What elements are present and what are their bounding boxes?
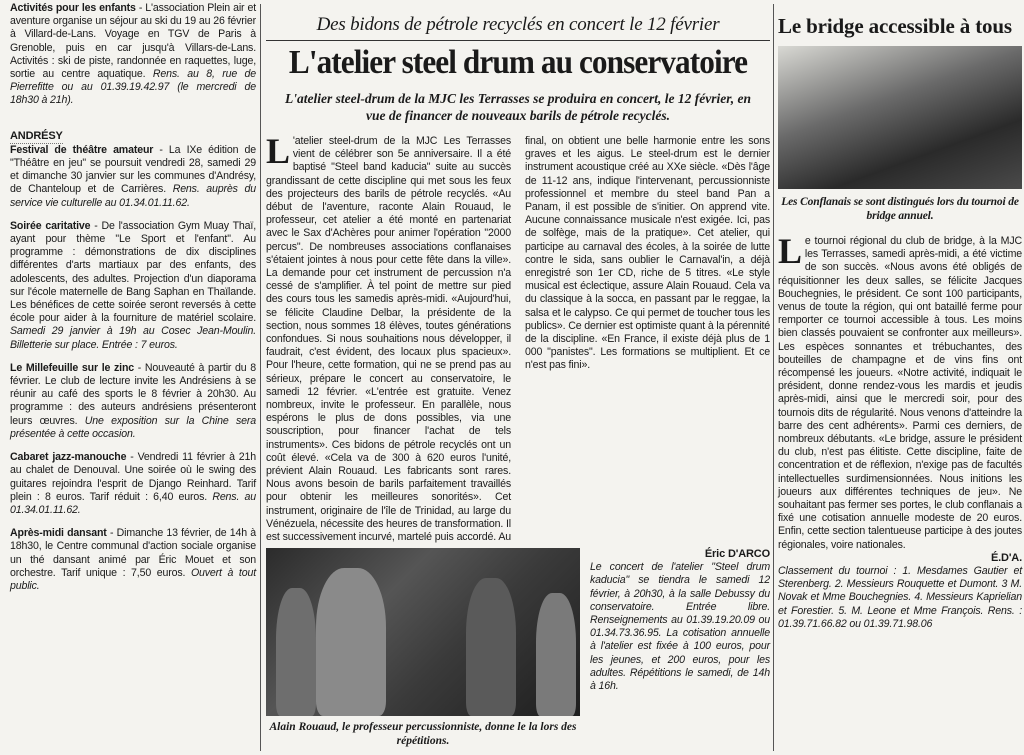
photo-caption: Alain Rouaud, le professeur percussionniste, donne le la lors des répétitions. <box>269 721 577 747</box>
drop-cap: L <box>266 131 290 171</box>
brief-title: Festival de théâtre amateur <box>10 143 154 156</box>
brief-item <box>10 144 256 210</box>
main-article <box>266 0 770 755</box>
brief-text: - De l'association Gym Muay Thaï, ayant pour thème "Le Sport et l'enfant". Au programme : démonstrations de dix disciplines différentes d'arts martiaux par des enfants, des adolescents, des adultes. Projection d'un diaporama sur l'école maternelle de Bang Saphan en Thaïlande. Les bénéfices de cette soirée seront reversés à cette école pour aider à la fourniture de matériel scolaire. <box>10 219 256 325</box>
concert-info: Le concert de l'atelier "Steel drum kaducia" se tiendra le samedi 12 février, à 20h30, à la salle Debussy du conservatoire. Entrée libre. Renseignements au 01.39.19.20.09 ou 01.34.73.36.95. La cotisation annuelle à l'atelier est fixée à 100 euros, pour les jeunes, et 200 euros, pour les adultes. Répétitions le samedi, de 14h à 16h. <box>590 561 770 693</box>
brief-item <box>10 220 256 352</box>
right-article <box>778 0 1022 631</box>
brief-text: - Dimanche 13 février, de 14h à 18h30, le Centre communal d'action sociale organise un thé dansant animé par Éric Mouet et son orchestre. Tarif unique : 7,50 euros. <box>10 527 256 579</box>
brief-text: - Vendredi 11 février à 21h au chalet de Denouval. Une soirée où le swing des guitares rejoindra l'esprit de Django Reinhard. Tarif plein : 8 euros. Tarif réduit : 6,40 euros. <box>10 451 256 503</box>
brief-item <box>10 2 256 108</box>
brief-text: - La IXe édition de "Théâtre en jeu" se poursuit vendredi 28, samedi 29 et dimanche 30 janvier sur les communes d'Andrésy, de Chanteloup et de Carrières. <box>10 143 256 196</box>
column-divider <box>260 4 261 751</box>
bridge-signature: É.D'A. <box>990 551 1022 564</box>
brief-info: Rens. au 01.34.01.11.62. <box>10 490 257 516</box>
bridge-text: e tournoi régional du club de bridge, à la MJC les Terrasses, samedi après-midi, a été victime de son succès. «Nous avons été obligés de réquisitionner les deux salles, se félicite Jacques Bouchegnies, le président. Ce sont 100 participants, venus de toute la région, qui ont bataillé ferme pour remporter ce tournoi accessible à tous. Les moins bien classés pouvaient se confronter aux meilleurs». Les espèces sonnantes et trébuchantes, des bouteilles de champagne et de vins fins ont récompensé les joueurs. «Notre activité, indiquait le président, donne rendez-vous les mardis et jeudis après-midi, ainsi que le mercredi soir, pour des tournois dits de régularité. Nous venons d'atteindre la barre des cent adhérents». Parmi ces derniers, de nombreux débutants. «Le bridge, assure le président du club, n'est pas élitiste. Cette discipline, faite de concentration et de réflexion, n'exige pas de facultés intellectuelles surdimensionnées. Nous initions les joueurs aux différentes techniques de jeu». Ne souhaitant pas fermer ses portes, le club conflanais a fixé une cotisation annuelle modeste de 20 euros. Enfin, cette section talentueuse participe à des joutes régionales, voire nationales. <box>778 235 1022 551</box>
brief-info: Rens. au 8, rue de Pierrefitte ou au 01.39.19.42.97 (le mercredi de 18h30 à 21h). <box>10 68 256 107</box>
bridge-photo-caption: Les Conflanais se sont distingués lors du tournoi de bridge annuel. <box>781 196 1019 222</box>
article-body <box>266 131 770 545</box>
brief-title: Activités pour les enfants <box>10 2 136 14</box>
brief-title: Cabaret jazz-manouche <box>10 451 127 464</box>
bridge-headline: Le bridge accessible à tous <box>778 14 1012 38</box>
tournament-ranking: Classement du tournoi : 1. Mesdames Gautier et Sterenberg. 2. Messieurs Rouquette et Dumont. 3 M. Novak et Mme Bouchegnies. 4. Messieurs Kaprielian et Forestier. 5. M. Leone et Mme François. Rens. : 01.39.71.66.82 ou 01.39.71.98.06 <box>778 565 1022 630</box>
rehearsal-photo <box>266 548 580 716</box>
bridge-body <box>778 231 1022 552</box>
drop-cap: L <box>778 231 802 271</box>
column-divider <box>773 4 774 751</box>
brief-item <box>10 451 256 517</box>
bridge-photo <box>778 46 1022 189</box>
kicker-rule <box>266 40 770 41</box>
brief-info: Rens. auprès du service vie culturelle au 01.34.01.11.62. <box>10 183 256 209</box>
author-signature: Éric D'ARCO <box>704 548 770 560</box>
brief-info: Une exposition sur la Chine sera présentée à cette occasion. <box>10 414 256 440</box>
article-headline: L'atelier steel drum au conservatoire <box>288 44 748 81</box>
brief-item <box>10 527 256 593</box>
left-column <box>10 0 256 603</box>
article-kicker: Des bidons de pétrole recyclés en concert le 12 février <box>316 14 720 35</box>
brief-title: Après-midi dansant <box>10 527 107 540</box>
brief-item <box>10 362 256 441</box>
brief-text: - Nouveauté à partir du 8 février. Le club de lecture invite les Andrésiens à se réunir au café des sports le 8 février à 20h30. Au programme : des auteurs andrésiens présenteront leurs œuvres. <box>10 361 257 427</box>
brief-info: Samedi 29 janvier à 19h au Cosec Jean-Moulin. Billetterie sur place. Entrée : 7 euros. <box>10 325 256 351</box>
town-heading: ANDRÉSY <box>10 130 63 144</box>
info-box <box>590 548 770 693</box>
brief-text: - L'association Plein air et aventure organise un séjour au ski du 19 au 26 février à Villard-de-Lans. Voyage en TGV de Paris à Grenoble, puis en car jusqu'à Villars-de-Lans. Activités : ski de piste, randonnée en raquettes, luge, sortie au centre aquatique. <box>10 2 256 81</box>
article-text: 'atelier steel-drum de la MJC Les Terrasses vient de célébrer son 5e anniversaire. Il a été baptisé "Steel band kaducia" suite au succès grandissant de cette discipline qui met sous les feux des projecteurs des barils de pétrole recyclés. «Au début de l'aventure, raconte Alain Rouaud, le professeur, cet atelier a été monté en partenariat avec le Sax d'Achères pour animer l'opération "2000 percus". De nombreuses associations conflanaises s'étaient jointes à nous pour cette fête dans la ville». La demande pour cet instrument de percussion n'a cessé de s'amplifier. À tel point de mettre sur pied des cours tous les samedis après-midi. «Aujourd'hui, se félicite Claudine Delbar, la présidente de la section, nous sommes 18 élèves, toutes générations confondues. Si nous souhaitions nous développer, il faudrait, c'est évident, des locaux plus spacieux». Pour l'heure, cette formation, qui ne se prend pas au sérieux, prépare le concert au conservatoire, le samedi 12 février. «L'entrée est gratuite. Venez nombreux, invite le professeur. En parallèle, nous espérons le plus de dons possibles, via une souscription, pour financer l'achat de tels instruments». Ces bidons de pétrole recyclés ont un coût élevé. «Cela va de 300 à 620 euros l'unité, prévient Alain Rouaud. Les fabricants sont rares. Nous avons besoin de barils parfaitement travaillés pour obtenir les meilleures sonorités». Cet instrument, originaire de l'île de Trinidad, au large du Vénézuela, nécessite des heures de transformation. Il est successivement incurvé, martelé puis accordé. Au final, on obtient une belle harmonie entre les sons graves et les aigus. Le steel-drum est le dernier instrument acoustique créé au XXe siècle. «Dès l'âge de 11-12 ans, indique l'intervenant, percussionniste professionnel et membre du steel band Pan a Panam, il est possible de s'initier. On apprend vite. Aucune connaissance musicale n'est exigée. Ici, pas de solfège, mais de la pratique». Cet atelier, qui participe au carnaval des écoles, à la soirée de lutte contre le sida, sans oublier le Carnaval'in, a déjà enregistré son 1er CD, riche de 5 titres. «Le style musical est éclectique, assure Alain Rouaud. Cela va du classique à la socca, en passant par le reggae, la salsa et le calypso. Ce qui permet de toucher tous les publics». Ce dernier est optimiste quant à la pérennité de la discipline. «En France, il existe déjà plus de 1 000 "panistes". Les formations se multiplient. Et ce n'est pas fini». <box>266 135 770 544</box>
brief-title: Soirée caritative <box>10 219 91 232</box>
brief-title: Le Millefeuille sur le zinc <box>10 361 135 374</box>
article-standfirst: L'atelier steel-drum de la MJC les Terrasses se produira en concert, le 12 février, en vue de financer de nouveaux barils de pétrole recyclés. <box>285 91 751 123</box>
brief-info: Ouvert à tout public. <box>10 566 256 592</box>
